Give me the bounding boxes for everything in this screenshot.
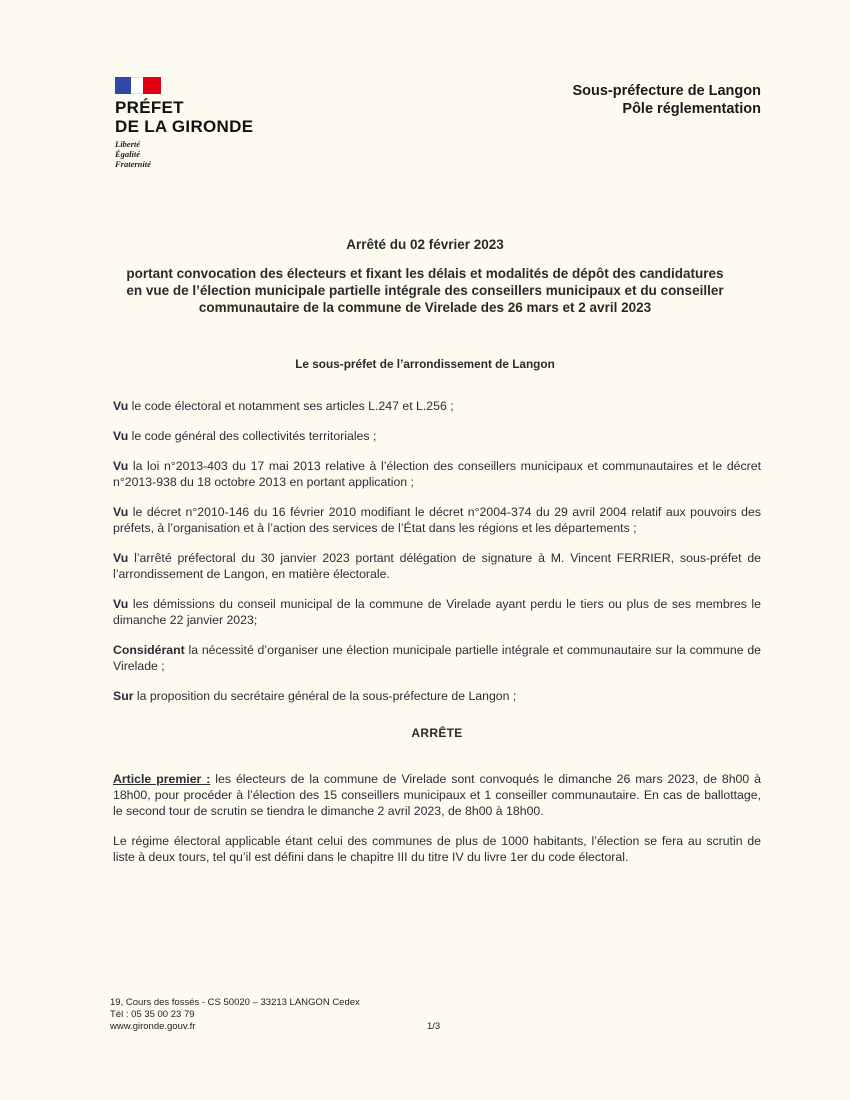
footer-contact <box>110 997 360 1033</box>
service-header <box>572 82 761 118</box>
article-text: les électeurs de la commune de Virelade sont convoqués le dimanche 26 mars 2023, de 8h00 à 18h00, pour procéder à l’élection des 15 conseillers municipaux et 1 conseiller communautaire. En cas de ballottage, le second tour de scrutin se tiendra le dimanche 2 avril 2023, de 8h00 à 18h00. <box>113 772 761 818</box>
preamble <box>113 398 761 704</box>
preamble-item <box>113 428 761 444</box>
service-name: Sous-préfecture de Langon <box>572 83 761 99</box>
preamble-keyword: Vu <box>113 429 129 443</box>
preamble-text: le décret n°2010-146 du 16 février 2010 modifiant le décret n°2004-374 du 29 avril 2004 relatif aux pouvoirs des préfets, à l’organisation et à l’action des services de l’État dans les régions et les départements ; <box>113 505 761 535</box>
preamble-text: la loi n°2013-403 du 17 mai 2013 relative à l’élection des conseillers municipaux et communautaires et le décret n°2013-938 du 18 octobre 2013 en portant application ; <box>113 459 761 489</box>
preamble-item <box>113 550 761 582</box>
preamble-keyword: Vu <box>113 597 129 611</box>
preamble-text: l’arrêté préfectoral du 30 janvier 2023 portant délégation de signature à M. Vincent FERRIER, sous-préfet de l’arrondissement de Langon, en matière électorale. <box>113 551 761 581</box>
service-department: Pôle réglementation <box>622 101 761 117</box>
logo-line-1: PRÉFET <box>115 98 184 117</box>
preamble-keyword: Vu <box>113 505 129 519</box>
footer-website: www.gironde.gouv.fr <box>110 1021 196 1032</box>
republic-motto <box>115 139 275 169</box>
decree-body <box>113 398 761 879</box>
french-flag-icon <box>115 77 161 94</box>
preamble-keyword: Sur <box>113 689 134 703</box>
logo-line-2: DE LA GIRONDE <box>115 117 254 136</box>
preamble-keyword: Vu <box>113 399 129 413</box>
preamble-text: le code électoral et notamment ses articles L.247 et L.256 ; <box>128 399 454 413</box>
preamble-keyword: Vu <box>113 551 129 565</box>
articles <box>113 771 761 865</box>
preamble-text: la nécessité d’organiser une élection municipale partielle intégrale et communautaire sur la commune de Virelade ; <box>113 643 761 673</box>
preamble-text: la proposition du secrétaire général de la sous-préfecture de Langon ; <box>133 689 517 703</box>
preamble-item <box>113 688 761 704</box>
preamble-keyword: Considérant <box>113 643 185 657</box>
preamble-item <box>113 458 761 490</box>
decree-issuer: Le sous-préfet de l’arrondissement de Langon <box>295 357 555 371</box>
decree-date: Arrêté du 02 février 2023 <box>346 237 504 252</box>
motto-fraternite: Fraternité <box>115 159 151 169</box>
footer-phone: Tél : 05 35 00 23 79 <box>110 1009 195 1020</box>
article-paragraph <box>113 833 761 865</box>
preamble-item <box>113 596 761 628</box>
prefecture-logo <box>115 77 275 169</box>
preamble-item <box>113 642 761 674</box>
motto-egalite: Égalité <box>115 149 141 159</box>
article-paragraph <box>113 771 761 819</box>
preamble-item <box>113 504 761 536</box>
decree-subject: portant convocation des électeurs et fixant les délais et modalités de dépôt des candidatures en vue de l’élection municipale partielle intégrale des conseillers municipaux et du conseiller communautaire de la commune de Virelade des 26 mars et 2 avril 2023 <box>126 266 724 315</box>
preamble-text: le code général des collectivités territoriales ; <box>128 429 377 443</box>
decision-heading: ARRÊTE <box>411 726 463 740</box>
page-number: 1/3 <box>427 1021 441 1032</box>
preamble-keyword: Vu <box>113 459 129 473</box>
article-label: Article premier : <box>113 772 211 786</box>
preamble-item <box>113 398 761 414</box>
article-text: Le régime électoral applicable étant celui des communes de plus de 1000 habitants, l’élection se fera au scrutin de liste à deux tours, tel qu’il est défini dans le chapitre III du titre IV du livre 1er du code électoral. <box>113 834 761 864</box>
preamble-text: les démissions du conseil municipal de la commune de Virelade ayant perdu le tiers ou plus de ses membres le dimanche 22 janvier 2023; <box>113 597 761 627</box>
motto-liberte: Liberté <box>115 139 141 149</box>
footer-address: 19, Cours des fossés - CS 50020 – 33213 LANGON Cedex <box>110 997 360 1008</box>
